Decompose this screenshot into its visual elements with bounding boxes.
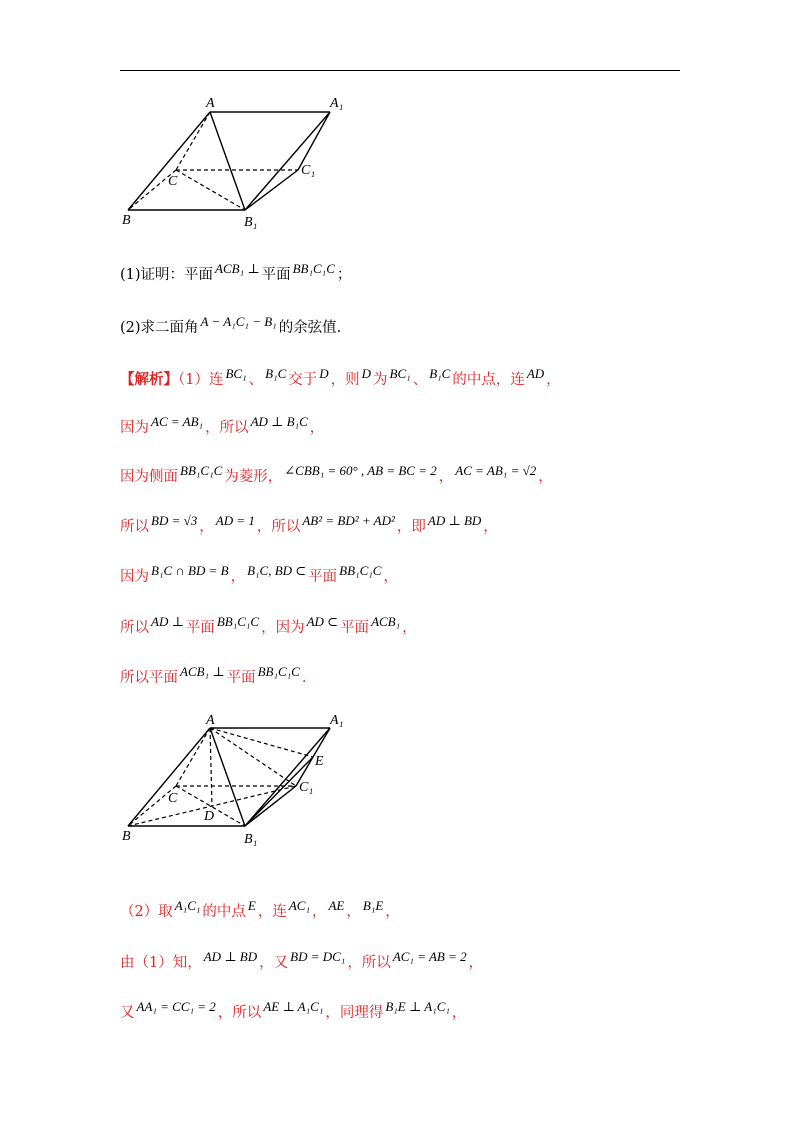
solution-line-2: 因为 AC = AB₁ ，所以 AD ⊥ B₁C ，: [120, 414, 325, 436]
solution-line-1: 【解析】（1）连 BC₁ 、 B₁C 交于 D ，则 D 为 BC₁ 、 B₁C 的中点，连 AD ，: [120, 366, 561, 388]
prism-diagram-2: [110, 710, 370, 855]
label-b: B: [122, 829, 131, 844]
edge-b1-c1: [245, 170, 298, 210]
edge-b1-c1: [245, 786, 296, 826]
edge-b1-a1: [245, 728, 330, 826]
label-e: E: [315, 754, 324, 769]
solution-line-9: 由（1）知， AD ⊥ BD ，又 BD = DC₁ ，所以 AC₁ = AB = 2 ，: [120, 949, 484, 971]
label-c1: C₁: [299, 780, 314, 795]
label-d: D: [204, 809, 215, 824]
edge-c1-a1: [298, 112, 330, 170]
label-a: A: [206, 713, 215, 728]
edge-a-b: [128, 112, 210, 210]
edge-b1-a1: [245, 112, 330, 210]
label-b1: B₁: [244, 832, 258, 847]
edge-a-b1: [210, 728, 245, 826]
figure-prism-1: [110, 92, 370, 232]
prism-diagram-1: [110, 92, 370, 232]
edge-a-b1: [210, 112, 245, 210]
analysis-tag: 【解析】: [120, 371, 178, 388]
edge-a-b: [128, 728, 210, 826]
edge-a-c1: [210, 728, 296, 786]
label-a1: A₁: [330, 96, 344, 111]
label-b: B: [122, 213, 131, 228]
edge-c-b1: [176, 170, 245, 210]
solution-line-3: 因为侧面 BB₁C₁C 为菱形， ∠CBB₁ = 60° , AB = BC = 2 ， AC = AB₁ = √2 ，: [120, 463, 553, 485]
label-b1: B₁: [244, 215, 258, 230]
question-1: (1)证明：平面 ACB₁ ⊥ 平面 BB₁C₁C ；: [120, 261, 352, 283]
solution-line-4: 所以 BD = √3 ， AD = 1 ，所以 AB² = BD² + AD² ，即 AD ⊥ BD ，: [120, 513, 498, 535]
edge-a-c: [176, 112, 210, 170]
solution-line-5: 因为 B₁C ∩ BD = B ， B₁C, BD ⊂ 平面 BB₁C₁C ，: [120, 563, 398, 585]
solution-line-7: 所以平面 ACB₁ ⊥ 平面 BB₁C₁C .: [120, 664, 307, 686]
label-c: C: [168, 791, 178, 806]
edge-a-e: [210, 728, 313, 757]
edge-a-c: [176, 728, 210, 786]
figure-prism-2: [110, 710, 370, 855]
label-c: C: [168, 174, 178, 189]
question-2: (2)求二面角 A − A₁C₁ − B₁ 的余弦值.: [120, 314, 342, 336]
label-c1: C₁: [301, 163, 316, 178]
solution-line-10: 又 AA₁ = CC₁ = 2 ，所以 AE ⊥ A₁C₁ ，同理得 B₁E ⊥ A₁C₁ ，: [120, 999, 467, 1021]
solution-line-8: （2）取 A₁C₁ 的中点 E ，连 AC₁ ， AE ， B₁E ，: [120, 898, 400, 920]
solution-line-6: 所以 AD ⊥ 平面 BB₁C₁C ，因为 AD ⊂ 平面 ACB₁ ，: [120, 614, 417, 636]
label-a: A: [206, 96, 215, 111]
label-a1: A₁: [330, 713, 344, 728]
edge-a-d: [210, 728, 212, 806]
header-rule: [120, 70, 680, 71]
